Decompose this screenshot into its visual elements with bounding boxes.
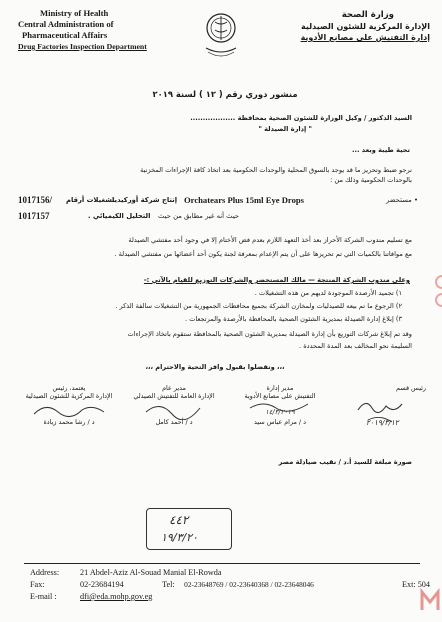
- signature-title: مدير عام: [162, 384, 186, 392]
- batch-label: تشغيلات أرقام: [66, 196, 115, 204]
- greeting: تحية طيبة وبعد ...: [351, 146, 410, 154]
- batch-numbers-2: 1017157: [18, 211, 50, 221]
- corner-badge-icon: [418, 586, 442, 614]
- signature-name: د / رشا محمد زيادة: [43, 418, 95, 426]
- signature-date: ١٤/٣/٢٠١٩: [265, 408, 295, 416]
- manufacturer: إنتاج شركة أوركيديا: [112, 196, 178, 204]
- header-en-line: Drug Factories Inspection Department: [18, 42, 147, 51]
- signature-scribble-icon: [30, 400, 110, 420]
- signature-name: د / أحمد كامل: [155, 418, 193, 426]
- addressee-line: السيد الدكتور / وكيل الوزارة للشئون الصحية بمحافظة ..................: [190, 114, 412, 122]
- tel-label: Tel:: [162, 580, 175, 589]
- signature-block: [340, 384, 426, 392]
- product-name: Orchatears Plus 15ml Eye Drops: [184, 195, 304, 205]
- regards: ،،، وتفضلوا بقبول وافر التحية والاحترام ،،،: [145, 363, 285, 371]
- signature-scribble-icon: [246, 398, 316, 414]
- circular-title: منشور دوري رقم ( ١٢ ) لسنة ٢٠١٩: [152, 89, 298, 99]
- header-ar-line: الإدارة المركزية للشئون الصيدلية: [301, 22, 430, 31]
- signature-title: الإدارة المركزية للشئون الصيدلية: [25, 392, 113, 400]
- company-item: ٢) الرجوع ما تم بيعه للصيدليات ولمخازن الشركة بجميع محافظات الجمهورية من التشغيلات سالفة الذكر .: [115, 302, 402, 310]
- footer-address: [30, 568, 221, 577]
- fax-label: Fax:: [30, 580, 45, 589]
- reason-prefix: حيث أنه غير مطابق من حيث: [158, 212, 240, 220]
- header-en-line: Pharmaceutical Affairs: [22, 30, 108, 40]
- header-en-line: Central Administration of: [18, 19, 114, 29]
- intro-line: نرجو ضبط وتحريز ما قد يوجد بالسوق المحلية والوحدات الحكومية بعد اتخاذ كافة الإجراءات المخزنية: [140, 166, 412, 174]
- address-label: Address:: [30, 568, 60, 577]
- company-heading: وعلى مندوب الشركة المنتجة — مالك المستحضر والشركات التوزيع للقيام بالآتي :-: [143, 276, 410, 284]
- signature-title: رئيس قسم: [396, 384, 426, 392]
- header-en: [18, 8, 147, 52]
- watermark-logo-icon: [426, 272, 442, 312]
- header-ar-line: وزارة الصحة: [341, 10, 394, 20]
- header-ar-line: إدارة التفتيش على مصانع الأدوية: [300, 33, 430, 42]
- product-line-2: [14, 211, 426, 225]
- footer-rule: [24, 563, 420, 564]
- company-item: ٣) إبلاغ إدارة الصيدلة بمديرية الشئون الصحية بالمحافظة بالأرصدة والمرتجعات .: [184, 315, 402, 323]
- reason-bold: التحليل الكيميائي .: [88, 212, 151, 220]
- handwritten-initials-icon: [348, 394, 426, 434]
- signature-name: د / مرام عباس سيد: [254, 418, 306, 426]
- ministry-emblem-icon: [196, 8, 246, 62]
- stamp-date: ١٩/٣/٢٠: [161, 531, 198, 544]
- footer-fax-tel: [30, 580, 430, 589]
- address-value: 21 Abdel-Aziz Al-Souad Manial El-Rowda: [80, 568, 222, 577]
- note-line: مع تسليم مندوب الشركة الأحراز بعد أخذ التعهد اللازم بعدم فض الأختام إلا في وجود أحد مفتشي الصيدلة: [128, 236, 412, 244]
- ext-value: Ext: 504: [402, 580, 430, 589]
- stamp-number: ٤٤٢: [169, 513, 189, 527]
- incoming-stamp: [146, 508, 232, 550]
- header-ar: [301, 10, 430, 43]
- email-value: dfi@eda.mohp.gov.eg: [80, 592, 153, 601]
- signature-title: يعتمد، رئيس: [52, 384, 86, 392]
- addressee-department: " إدارة الصيدلة ": [258, 125, 312, 133]
- footer-email: [30, 592, 152, 601]
- company-item: ١) تجميد الأرصدة الموجودة لديهم من هذه التشغيلات .: [254, 289, 402, 297]
- signature-title: التفتيش على مصانع الأدوية: [244, 392, 316, 400]
- product-prefix: • مستحضر: [386, 196, 418, 204]
- closing-line: وقد تم إبلاغ شركات التوزيع بأن إدارة الصيدلة بمديرية الشئون الصحية بالمحافظة ستقوم باتخاذ الإجراءات: [127, 330, 412, 338]
- note-line: مع موافاتنا بالكميات التي تم تحريزها على أن يتم الإعدام بمعرفة لجنة يكون أحد أعضائها من مفتشي الصيدلة .: [114, 250, 412, 258]
- closing-line: السليمة نحو المخالف بعد المدة المحددة .: [299, 342, 412, 350]
- tel-value: 02-23648769 / 02-23640368 / 02-23648046: [184, 580, 314, 589]
- fax-value: 02-23684194: [80, 580, 124, 589]
- signature-scribble-icon: [140, 400, 210, 420]
- batch-numbers: 1017156/: [18, 195, 53, 205]
- handwritten-date: ٢٠١٩/٣/١٢: [366, 418, 399, 427]
- intro-line: بالوحدات الحكومية وذلك من :: [330, 176, 412, 184]
- header-en-line: Ministry of Health: [40, 8, 109, 18]
- signature-title: الإدارة العامة للتفتيش الصيدلي: [133, 392, 215, 400]
- copy-note: صورة مبلغة للسيد أ.د / نقيب صيادلة مصر: [278, 458, 412, 466]
- product-line: [14, 195, 426, 209]
- signature-title: مدير إدارة: [266, 384, 294, 392]
- email-label: E-mail :: [30, 592, 57, 601]
